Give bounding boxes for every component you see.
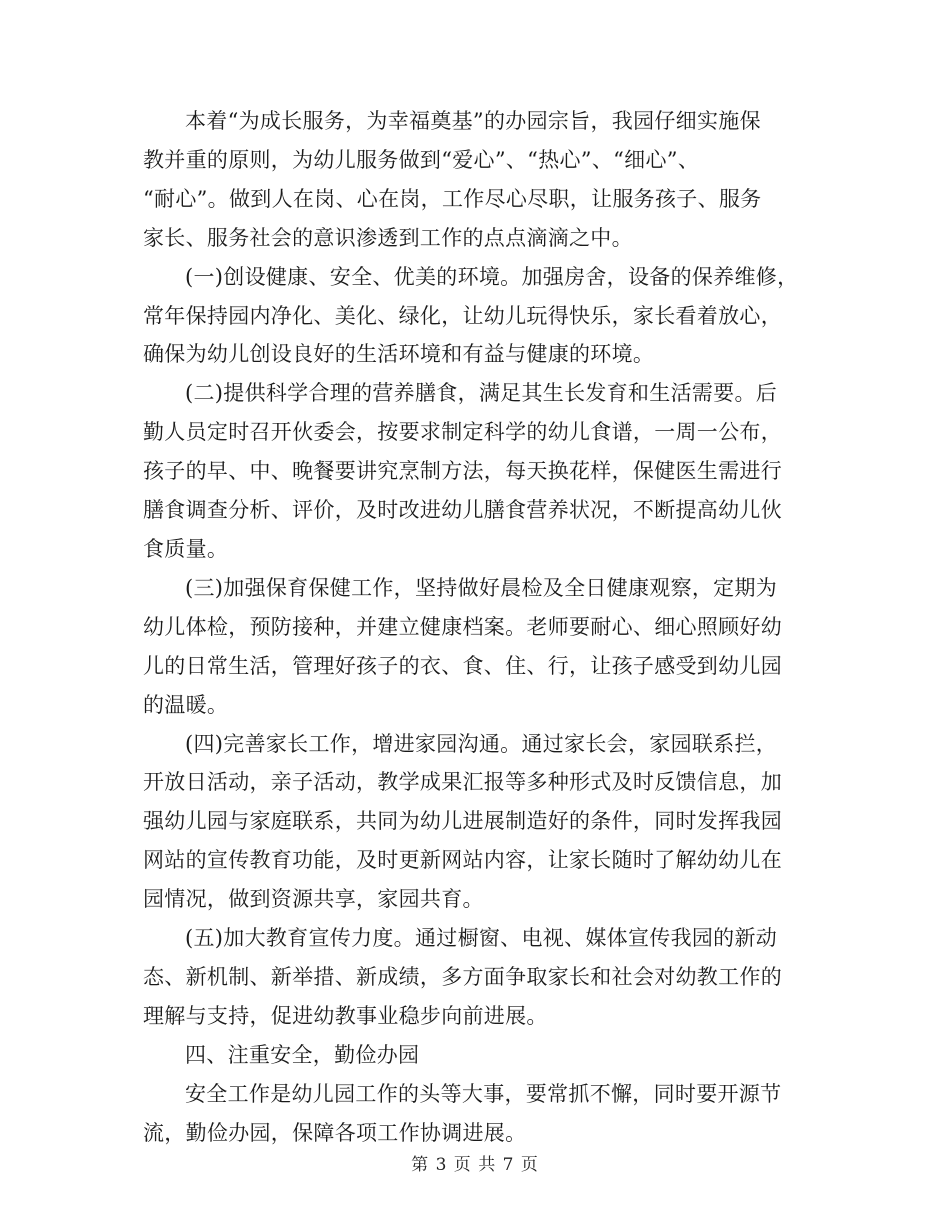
text-line: 本着“为成长服务，为幸福奠基”的办园宗旨，我园仔细实施保 <box>185 109 761 133</box>
text-line: 流，勤俭办园，保障各项工作协调进展。 <box>143 1120 527 1145</box>
text-line: 常年保持园内净化、美化、绿化，让幼儿玩得快乐，家长看着放心， <box>143 303 782 328</box>
text-line: 膳食调查分析、评价，及时改进幼儿膳食营养状况，不断提高幼儿伙 <box>143 498 782 523</box>
text-line: 理解与支持，促进幼教事业稳步向前进展。 <box>143 1003 548 1028</box>
text-line: 食质量。 <box>143 536 229 561</box>
text-line: 儿的日常生活，管理好孩子的衣、食、住、行，让孩子感受到幼儿园 <box>143 653 782 678</box>
text-line: 园情况，做到资源共享，家园共育。 <box>143 887 484 912</box>
text-line: 网站的宣传教育功能，及时更新网站内容，让家长随时了解幼幼儿在 <box>143 848 782 873</box>
text-line: 孩子的早、中、晚餐要讲究烹制方法，每天换花样，保健医生需进行 <box>143 459 782 484</box>
text-line: 安全工作是幼儿园工作的头等大事，要常抓不懈，同时要开源节 <box>185 1081 782 1106</box>
text-line: 幼儿体检，预防接种，并建立健康档案。老师要耐心、细心照顾好幼 <box>143 614 782 639</box>
text-line: (五)加大教育宣传力度。通过橱窗、电视、媒体宣传我园的新动 <box>185 926 778 951</box>
paragraph <box>143 919 808 1036</box>
text-line: 家长、服务社会的意识渗透到工作的点点滴滴之中。 <box>143 225 633 250</box>
text-line: “耐心”。做到人在岗、心在岗，工作尽心尽职，让服务孩子、服务 <box>143 186 762 211</box>
text-line: 勤人员定时召开伙委会，按要求制定科学的幼儿食谱，一周一公布， <box>143 420 782 445</box>
paragraph <box>143 725 808 920</box>
paragraph <box>143 1036 808 1075</box>
text-line: 四、注重安全，勤俭办园 <box>185 1042 420 1067</box>
text-line: 的温暖。 <box>143 692 229 717</box>
page-number: 第 3 页 共 7 页 <box>411 1155 539 1175</box>
text-line: 确保为幼儿创设良好的生活环境和有益与健康的环境。 <box>143 342 655 367</box>
paragraph <box>143 374 808 569</box>
paragraph <box>143 569 808 725</box>
paragraph <box>143 102 808 258</box>
paragraph <box>143 258 808 375</box>
text-line: (二)提供科学合理的营养膳食，满足其生长发育和生活需要。后 <box>185 381 778 406</box>
paragraph <box>143 1075 808 1153</box>
text-line: (一)创设健康、安全、优美的环境。加强房舍，设备的保养维修， <box>185 264 799 289</box>
text-line: 强幼儿园与家庭联系，共同为幼儿进展制造好的条件，同时发挥我园 <box>143 809 782 834</box>
text-line: 态、新机制、新举措、新成绩，多方面争取家长和社会对幼教工作的 <box>143 964 782 989</box>
document-body <box>143 102 808 1152</box>
text-line: (四)完善家长工作，增进家园沟通。通过家长会，家园联系拦， <box>185 731 778 756</box>
text-line: 教并重的原则，为幼儿服务做到“爱心”、“热心”、“细心”、 <box>143 147 700 172</box>
text-line: (三)加强保育保健工作，坚持做好晨检及全日健康观察，定期为 <box>185 575 778 600</box>
text-line: 开放日活动，亲子活动，教学成果汇报等多种形式及时反馈信息，加 <box>143 770 782 795</box>
